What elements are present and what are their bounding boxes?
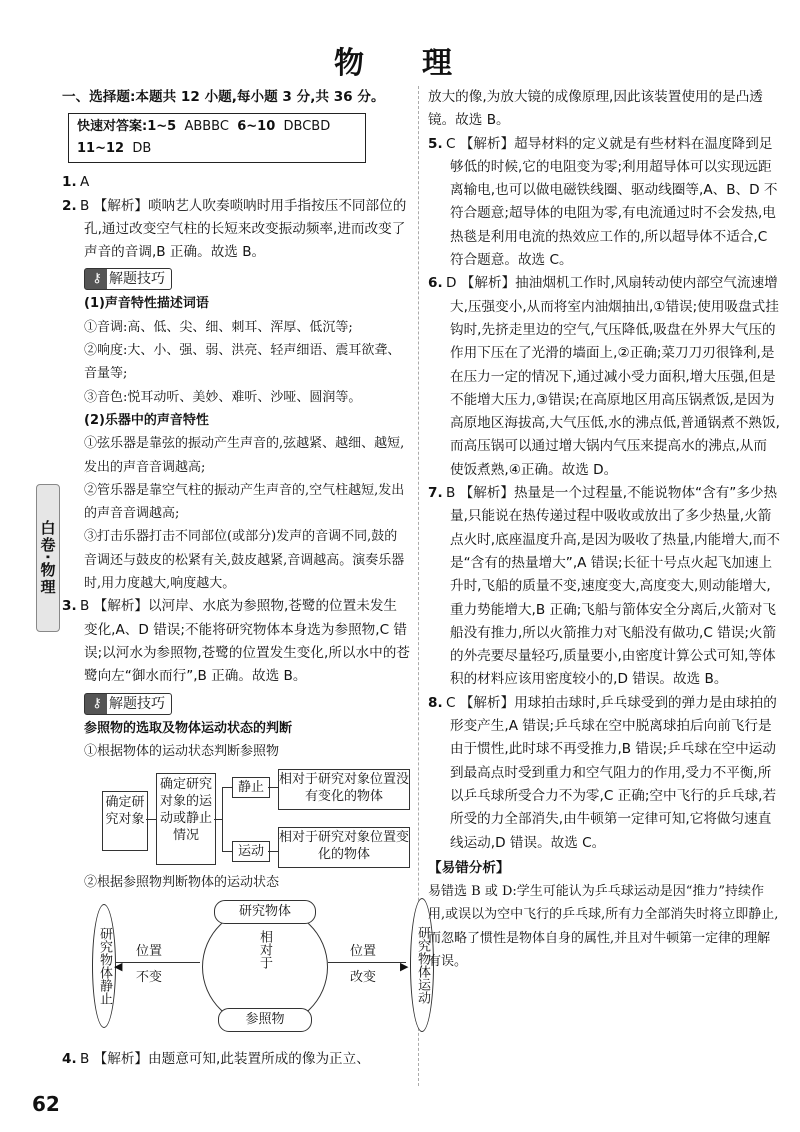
quick-answer-3: DB bbox=[132, 141, 152, 157]
tip-label: 解题技巧 bbox=[109, 695, 165, 712]
question-number: 4. bbox=[62, 1051, 77, 1068]
diagram-box-reference: 参照物 bbox=[218, 1008, 312, 1032]
motion-state-diagram bbox=[84, 898, 430, 1038]
section-heading: 一、选择题:本题共 12 小题,每小题 3 分,共 36 分。 bbox=[62, 89, 385, 105]
question-number: 8. bbox=[428, 694, 443, 711]
question-number: 3. bbox=[62, 598, 77, 615]
tip-header bbox=[84, 268, 172, 290]
diagram-oval-moving: 研究物体运动 bbox=[410, 898, 434, 1032]
diagram-box-object: 确定研究对象 bbox=[102, 791, 148, 851]
connector-line bbox=[222, 787, 232, 788]
label-changed: 改变 bbox=[350, 970, 377, 986]
tip-body-1 bbox=[62, 292, 410, 595]
question-6 bbox=[428, 272, 780, 482]
answer-text: B 【解析】热量是一个过程量,不能说物体“含有”多少热量,只能说在热传递过程中吸收或放出了多少热量,火箭点火时,底座温度升高,是因为吸收了热量,内能增大,而不是“含有的热量增大”,A 错误;长征十号点火起飞加速上升时,飞船的质量不变,速度变大,高度变大,则动能增大,重力势能增大,B 正确;飞船与箭体安全分离后,火箭对飞船没有推力,所以火箭推力对飞船没有做功,C 错误;火箭的外壳要尽量轻巧,质量要小,由密度计算公式可知,等体积的材料应该用密度较小的,D 错误。故选 B。 bbox=[446, 485, 780, 688]
answer-text: C 【解析】超导材料的定义就是有些材料在温度降到足够低的时候,它的电阻变为零;利用超导体可以实现远距离输电,也可以做电磁铁线圈、驱动线圈等,A、B、D 不符合题意;超导体的电阻为零,有电流通过时不会发热,电热毯是利用电流的热效应工作的,所以超导体不适合,C 符合题意。故选 C。 bbox=[446, 135, 778, 269]
tip-line: ①根据物体的运动状态判断参照物 bbox=[84, 743, 280, 759]
connector-line bbox=[222, 787, 223, 851]
quick-answer-1: ABBBC bbox=[184, 119, 229, 135]
tip-line: ②根据参照物判断物体的运动状态 bbox=[84, 875, 280, 891]
answer-text: B 【解析】由题意可知,此装置所成的像为正立、 bbox=[80, 1051, 370, 1068]
error-analysis-text: 易错选 B 或 D:学生可能认为乒乓球运动是因“推力”持续作用,或误以为空中飞行的乒乓球,所有力全部消失时将立即静止,而忽略了惯性是物体自身的属性,并且对牛顿第一定律的理解有误。 bbox=[428, 884, 779, 969]
page-number: 62 bbox=[32, 1092, 60, 1116]
label-relative-to: 相对于 bbox=[257, 930, 272, 970]
answer-text: B 【解析】唢呐艺人吹奏唢呐时用手指按压不同部位的孔,通过改变空气柱的长短来改变振动频率,进而改变了声音的音调,B 正确。故选 B。 bbox=[80, 197, 407, 261]
question-1 bbox=[62, 171, 410, 194]
page-title: 物 理 bbox=[334, 46, 466, 81]
side-tab: 白卷·物理 bbox=[36, 484, 60, 632]
answer-text: B 【解析】以河岸、水底为参照物,苍鹭的位置未发生变化,A、D 错误;不能将研究物体本身选为参照物,C 错误;以河水为参照物,苍鹭的位置发生变化,所以水中的苍鹭向左“御水而行”,B 正确。故选 B。 bbox=[80, 598, 410, 685]
tip-line: ①音调:高、低、尖、细、刺耳、浑厚、低沉等; bbox=[84, 319, 353, 335]
tip-body-3 bbox=[62, 871, 410, 894]
answer-text: A bbox=[80, 174, 90, 191]
label-position: 位置 bbox=[136, 944, 163, 960]
tip-line: ③打击乐器打击不同部位(或部分)发声的音调不同,鼓的音调还与鼓皮的松紧有关,鼓皮越紧,音调越高。演奏乐器时,用力度越大,响度越大。 bbox=[84, 529, 405, 592]
left-column bbox=[62, 86, 430, 1071]
tip-body-2 bbox=[62, 717, 410, 764]
diagram-box-static-desc: 相对于研究对象位置没有变化的物体 bbox=[278, 769, 410, 810]
question-8 bbox=[428, 692, 780, 855]
question-3 bbox=[62, 595, 410, 688]
tip-subheading: 参照物的选取及物体运动状态的判断 bbox=[84, 720, 293, 736]
diagram-box-moving-desc: 相对于研究对象位置变化的物体 bbox=[278, 827, 410, 868]
tip-line: ③音色:悦耳动听、美妙、难听、沙哑、圆润等。 bbox=[84, 389, 362, 405]
quick-answer-range-3: 11~12 bbox=[77, 141, 125, 157]
tip-header bbox=[84, 693, 172, 715]
diagram-box-object: 研究物体 bbox=[214, 900, 316, 924]
key-icon: ⚷ bbox=[92, 695, 102, 711]
question-number: 6. bbox=[428, 275, 443, 292]
question-4-continued: 放大的像,为放大镜的成像原理,因此该装置使用的是凸透镜。故选 B。 bbox=[428, 89, 763, 129]
tip-subheading: (2)乐器中的声音特性 bbox=[84, 412, 209, 428]
question-number: 2. bbox=[62, 197, 77, 214]
tip-line: ①弦乐器是靠弦的振动产生声音的,弦越紧、越细、越短,发出的声音音调越高; bbox=[84, 436, 405, 475]
question-number: 1. bbox=[62, 174, 77, 191]
diagram-box-state: 确定研究对象的运动或静止情况 bbox=[156, 773, 216, 865]
connector-line bbox=[214, 819, 222, 820]
connector-line bbox=[222, 851, 232, 852]
quick-answer-label: 快速对答案: bbox=[77, 119, 148, 135]
reference-frame-diagram bbox=[84, 769, 410, 867]
question-number: 7. bbox=[428, 485, 443, 502]
label-position: 位置 bbox=[350, 944, 377, 960]
question-7 bbox=[428, 482, 780, 692]
quick-answer-range-1: 1~5 bbox=[147, 119, 177, 135]
tip-line: ②响度:大、小、强、弱、洪亮、轻声细语、震耳欲聋、音量等; bbox=[84, 343, 401, 382]
key-icon: ⚷ bbox=[92, 271, 102, 287]
tip-line: ②管乐器是靠空气柱的振动产生声音的,空气柱越短,发出的声音音调越高; bbox=[84, 482, 405, 522]
tip-subheading: (1)声音特性描述词语 bbox=[84, 296, 209, 312]
question-5 bbox=[428, 133, 780, 273]
diagram-oval-static: 研究物体静止 bbox=[92, 904, 116, 1028]
connector-line bbox=[268, 851, 278, 852]
arrow-head-left: ◀ bbox=[114, 960, 123, 974]
error-analysis-title: 【易错分析】 bbox=[428, 859, 510, 876]
quick-answer-range-2: 6~10 bbox=[237, 119, 276, 135]
arrow-head-right: ▶ bbox=[400, 960, 409, 974]
answer-text: C 【解析】用球拍击球时,乒乓球受到的弹力是由球拍的形变产生,A 错误;乒乓球在空中脱离球拍后向前飞行是由于惯性,此时球不再受推力,B 错误;乒乓球在空中运动到最高点时受到重力和空气阻力的作用,受力不平衡,所以乒乓球所受合力不为零,C 正确;空中飞行的乒乓球,若所受的力全部消失,由牛顿第一定律可知,它将做匀速直线运动,D 错误。故选 C。 bbox=[446, 694, 777, 851]
right-column bbox=[428, 86, 780, 973]
connector-line bbox=[146, 819, 156, 820]
question-number: 5. bbox=[428, 135, 443, 152]
question-4 bbox=[62, 1048, 410, 1071]
diagram-box-moving: 运动 bbox=[232, 841, 270, 862]
label-unchanged: 不变 bbox=[136, 970, 163, 986]
quick-answer-box bbox=[68, 113, 366, 163]
quick-answer-2: DBCBD bbox=[283, 119, 331, 135]
connector-line bbox=[268, 787, 278, 788]
diagram-box-static: 静止 bbox=[232, 777, 270, 798]
question-2 bbox=[62, 195, 410, 265]
tip-label: 解题技巧 bbox=[109, 271, 165, 288]
answer-text: D 【解析】抽油烟机工作时,风扇转动使内部空气流速增大,压强变小,从而将室内油烟抽出,①错误;使用吸盘式挂钩时,先挤走里边的空气,气压降低,吸盘在外界大气压的作用下压在了光滑的墙面上,②正确;菜刀刀刃很锋利,是在压力一定的情况下,通过减小受力面积,增大压强,但是不能增大压力,③错误;在高原地区用高压锅煮饭,是因为高原地区海拔高,大气压低,水的沸点低,普通锅煮不熟饭,而高压锅可以通过增大锅内气压来提高水的沸点,从而使饭煮熟,④正确。故选 D。 bbox=[446, 275, 780, 478]
